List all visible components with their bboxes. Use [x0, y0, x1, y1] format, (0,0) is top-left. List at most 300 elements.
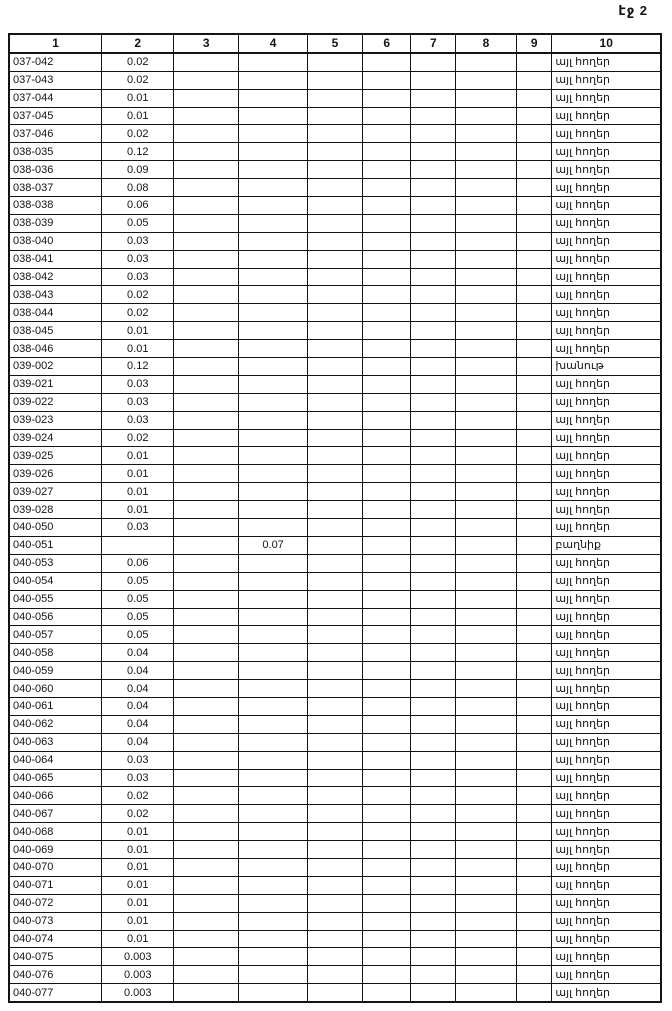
- table-header: [9, 34, 661, 53]
- cell-col-2: 0.003: [102, 966, 174, 984]
- cell-col-6: [362, 644, 411, 662]
- cell-col-5: [308, 751, 363, 769]
- cell-col-6: [362, 411, 411, 429]
- cell-col-3: [174, 304, 239, 322]
- cell-col-3: [174, 876, 239, 894]
- cell-col-9: [516, 429, 551, 447]
- cell-col-3: [174, 89, 239, 107]
- cell-col-5: [308, 250, 363, 268]
- table-row: [9, 751, 661, 769]
- cell-col-5: [308, 89, 363, 107]
- cell-col-10: այլ հողեր: [552, 447, 661, 465]
- cell-col-10: այլ հողեր: [552, 304, 661, 322]
- cell-col-4: [239, 250, 308, 268]
- cell-col-8: [456, 304, 517, 322]
- table-row: [9, 894, 661, 912]
- cell-col-1: 038-038: [9, 197, 102, 215]
- cell-col-4: [239, 375, 308, 393]
- cell-col-7: [411, 626, 456, 644]
- cell-col-1: 040-062: [9, 715, 102, 733]
- cell-col-8: [456, 858, 517, 876]
- cell-col-4: [239, 483, 308, 501]
- cell-col-8: [456, 89, 517, 107]
- cell-col-5: [308, 590, 363, 608]
- table-row: [9, 554, 661, 572]
- cell-col-4: [239, 143, 308, 161]
- cell-col-9: [516, 322, 551, 340]
- cell-col-5: [308, 823, 363, 841]
- cell-col-2: 0.003: [102, 948, 174, 966]
- cell-col-6: [362, 572, 411, 590]
- cell-col-6: [362, 733, 411, 751]
- cell-col-4: [239, 125, 308, 143]
- cell-col-3: [174, 554, 239, 572]
- cell-col-5: [308, 197, 363, 215]
- cell-col-3: [174, 375, 239, 393]
- cell-col-5: [308, 465, 363, 483]
- cell-col-8: [456, 214, 517, 232]
- table-row: [9, 680, 661, 698]
- column-header-2: 2: [102, 34, 174, 53]
- cell-col-8: [456, 841, 517, 859]
- cell-col-6: [362, 268, 411, 286]
- cell-col-9: [516, 823, 551, 841]
- cell-col-5: [308, 143, 363, 161]
- cell-col-2: 0.02: [102, 429, 174, 447]
- cell-col-7: [411, 984, 456, 1002]
- column-header-6: 6: [362, 34, 411, 53]
- cell-col-4: [239, 53, 308, 71]
- cell-col-3: [174, 608, 239, 626]
- cell-col-3: [174, 197, 239, 215]
- cell-col-2: 0.09: [102, 161, 174, 179]
- cell-col-1: 038-043: [9, 286, 102, 304]
- cell-col-9: [516, 966, 551, 984]
- cell-col-8: [456, 644, 517, 662]
- cell-col-2: 0.01: [102, 322, 174, 340]
- cell-col-8: [456, 590, 517, 608]
- cell-col-9: [516, 89, 551, 107]
- cell-col-10: այլ հողեր: [552, 984, 661, 1002]
- cell-col-10: այլ հողեր: [552, 751, 661, 769]
- cell-col-8: [456, 536, 517, 554]
- cell-col-8: [456, 554, 517, 572]
- table-row: [9, 411, 661, 429]
- cell-col-6: [362, 841, 411, 859]
- cell-col-4: [239, 751, 308, 769]
- cell-col-9: [516, 912, 551, 930]
- cell-col-4: [239, 984, 308, 1002]
- cell-col-2: 0.12: [102, 143, 174, 161]
- cell-col-3: [174, 125, 239, 143]
- cell-col-7: [411, 519, 456, 537]
- cell-col-4: [239, 858, 308, 876]
- cell-col-7: [411, 322, 456, 340]
- cell-col-7: [411, 733, 456, 751]
- cell-col-7: [411, 912, 456, 930]
- cell-col-5: [308, 358, 363, 376]
- cell-col-7: [411, 805, 456, 823]
- table-row: [9, 429, 661, 447]
- cell-col-1: 040-050: [9, 519, 102, 537]
- cell-col-3: [174, 161, 239, 179]
- table-row: [9, 322, 661, 340]
- cell-col-5: [308, 536, 363, 554]
- cell-col-10: այլ հողեր: [552, 53, 661, 71]
- table-row: [9, 358, 661, 376]
- cell-col-5: [308, 662, 363, 680]
- column-header-5: 5: [308, 34, 363, 53]
- table-row: [9, 805, 661, 823]
- cell-col-7: [411, 948, 456, 966]
- cell-col-6: [362, 375, 411, 393]
- cell-col-3: [174, 53, 239, 71]
- cell-col-1: 040-053: [9, 554, 102, 572]
- cell-col-1: 040-060: [9, 680, 102, 698]
- cell-col-10: այլ հողեր: [552, 411, 661, 429]
- cell-col-7: [411, 769, 456, 787]
- cell-col-10: այլ հողեր: [552, 662, 661, 680]
- table-row: [9, 948, 661, 966]
- cell-col-8: [456, 519, 517, 537]
- cell-col-10: այլ հողեր: [552, 590, 661, 608]
- cell-col-1: 040-054: [9, 572, 102, 590]
- cell-col-5: [308, 411, 363, 429]
- column-header-7: 7: [411, 34, 456, 53]
- cell-col-2: [102, 536, 174, 554]
- column-header-10: 10: [552, 34, 661, 53]
- cell-col-2: 0.03: [102, 393, 174, 411]
- cell-col-3: [174, 268, 239, 286]
- table-row: [9, 214, 661, 232]
- cell-col-8: [456, 805, 517, 823]
- cell-col-2: 0.04: [102, 733, 174, 751]
- cell-col-5: [308, 340, 363, 358]
- cell-col-4: [239, 411, 308, 429]
- cell-col-6: [362, 161, 411, 179]
- cell-col-6: [362, 769, 411, 787]
- cell-col-1: 040-070: [9, 858, 102, 876]
- cell-col-6: [362, 894, 411, 912]
- cell-col-4: [239, 519, 308, 537]
- cell-col-4: [239, 876, 308, 894]
- cell-col-7: [411, 858, 456, 876]
- cell-col-9: [516, 841, 551, 859]
- cell-col-5: [308, 125, 363, 143]
- cell-col-9: [516, 143, 551, 161]
- cell-col-1: 040-075: [9, 948, 102, 966]
- cell-col-9: [516, 554, 551, 572]
- cell-col-7: [411, 536, 456, 554]
- cell-col-2: 0.01: [102, 876, 174, 894]
- cell-col-6: [362, 680, 411, 698]
- table-row: [9, 662, 661, 680]
- cell-col-5: [308, 876, 363, 894]
- cell-col-8: [456, 53, 517, 71]
- cell-col-1: 040-051: [9, 536, 102, 554]
- cell-col-9: [516, 447, 551, 465]
- cell-col-4: [239, 912, 308, 930]
- cell-col-5: [308, 447, 363, 465]
- cell-col-1: 040-066: [9, 787, 102, 805]
- table-row: [9, 161, 661, 179]
- cell-col-1: 040-058: [9, 644, 102, 662]
- cell-col-10: այլ հողեր: [552, 680, 661, 698]
- cell-col-10: այլ հողեր: [552, 912, 661, 930]
- cell-col-8: [456, 680, 517, 698]
- cell-col-9: [516, 197, 551, 215]
- cell-col-9: [516, 715, 551, 733]
- cell-col-4: [239, 626, 308, 644]
- cell-col-8: [456, 733, 517, 751]
- cell-col-4: [239, 554, 308, 572]
- cell-col-3: [174, 465, 239, 483]
- cell-col-1: 038-035: [9, 143, 102, 161]
- table-row: [9, 912, 661, 930]
- cell-col-7: [411, 358, 456, 376]
- cell-col-8: [456, 626, 517, 644]
- cell-col-4: [239, 715, 308, 733]
- cell-col-8: [456, 71, 517, 89]
- cell-col-1: 039-026: [9, 465, 102, 483]
- cell-col-10: այլ հողեր: [552, 483, 661, 501]
- cell-col-8: [456, 179, 517, 197]
- cell-col-10: այլ հողեր: [552, 214, 661, 232]
- cell-col-6: [362, 286, 411, 304]
- cell-col-7: [411, 841, 456, 859]
- cell-col-7: [411, 483, 456, 501]
- cell-col-5: [308, 966, 363, 984]
- table-row: [9, 858, 661, 876]
- cell-col-6: [362, 966, 411, 984]
- cell-col-2: 0.02: [102, 53, 174, 71]
- cell-col-1: 037-046: [9, 125, 102, 143]
- cell-col-3: [174, 429, 239, 447]
- cell-col-3: [174, 715, 239, 733]
- cell-col-5: [308, 107, 363, 125]
- cell-col-8: [456, 912, 517, 930]
- table-row: [9, 250, 661, 268]
- table-row: [9, 143, 661, 161]
- cell-col-9: [516, 107, 551, 125]
- cell-col-10: այլ հողեր: [552, 894, 661, 912]
- cell-col-3: [174, 393, 239, 411]
- cell-col-4: [239, 89, 308, 107]
- cell-col-1: 040-071: [9, 876, 102, 894]
- cell-col-10: այլ հողեր: [552, 393, 661, 411]
- cell-col-6: [362, 948, 411, 966]
- cell-col-5: [308, 214, 363, 232]
- cell-col-6: [362, 662, 411, 680]
- cell-col-6: [362, 751, 411, 769]
- cell-col-1: 038-036: [9, 161, 102, 179]
- cell-col-5: [308, 769, 363, 787]
- cell-col-7: [411, 232, 456, 250]
- table-row: [9, 71, 661, 89]
- cell-col-2: 0.01: [102, 912, 174, 930]
- cell-col-10: այլ հողեր: [552, 644, 661, 662]
- cell-col-9: [516, 858, 551, 876]
- cell-col-8: [456, 608, 517, 626]
- cell-col-4: [239, 340, 308, 358]
- cell-col-9: [516, 805, 551, 823]
- cell-col-9: [516, 572, 551, 590]
- cell-col-10: այլ հողեր: [552, 107, 661, 125]
- cell-col-3: [174, 823, 239, 841]
- cell-col-7: [411, 662, 456, 680]
- table-row: [9, 930, 661, 948]
- cell-col-2: 0.01: [102, 340, 174, 358]
- cell-col-10: խանութ: [552, 358, 661, 376]
- cell-col-3: [174, 984, 239, 1002]
- cell-col-1: 040-077: [9, 984, 102, 1002]
- cell-col-1: 038-037: [9, 179, 102, 197]
- cell-col-9: [516, 626, 551, 644]
- cell-col-2: 0.03: [102, 250, 174, 268]
- cell-col-2: 0.04: [102, 697, 174, 715]
- cell-col-6: [362, 536, 411, 554]
- cell-col-9: [516, 71, 551, 89]
- cell-col-9: [516, 733, 551, 751]
- cell-col-8: [456, 501, 517, 519]
- cell-col-3: [174, 697, 239, 715]
- cell-col-2: 0.02: [102, 286, 174, 304]
- cell-col-6: [362, 232, 411, 250]
- cell-col-8: [456, 125, 517, 143]
- cell-col-5: [308, 53, 363, 71]
- cell-col-9: [516, 483, 551, 501]
- cell-col-9: [516, 644, 551, 662]
- cell-col-1: 039-028: [9, 501, 102, 519]
- cell-col-2: 0.03: [102, 375, 174, 393]
- cell-col-9: [516, 304, 551, 322]
- cell-col-1: 040-063: [9, 733, 102, 751]
- header-row: [9, 34, 661, 53]
- cell-col-5: [308, 912, 363, 930]
- cell-col-9: [516, 876, 551, 894]
- cell-col-1: 039-025: [9, 447, 102, 465]
- column-header-1: 1: [9, 34, 102, 53]
- table-row: [9, 465, 661, 483]
- cell-col-7: [411, 447, 456, 465]
- cell-col-5: [308, 232, 363, 250]
- cell-col-4: [239, 447, 308, 465]
- cell-col-6: [362, 626, 411, 644]
- cell-col-4: [239, 787, 308, 805]
- cell-col-3: [174, 232, 239, 250]
- cell-col-10: այլ հողեր: [552, 876, 661, 894]
- cell-col-1: 040-073: [9, 912, 102, 930]
- cell-col-4: [239, 393, 308, 411]
- cell-col-7: [411, 554, 456, 572]
- cell-col-8: [456, 232, 517, 250]
- cell-col-8: [456, 161, 517, 179]
- cell-col-9: [516, 662, 551, 680]
- cell-col-9: [516, 680, 551, 698]
- table-row: [9, 697, 661, 715]
- table-row: [9, 608, 661, 626]
- cell-col-6: [362, 483, 411, 501]
- cell-col-8: [456, 751, 517, 769]
- cell-col-3: [174, 501, 239, 519]
- cell-col-4: [239, 644, 308, 662]
- cell-col-10: այլ հողեր: [552, 429, 661, 447]
- cell-col-10: այլ հողեր: [552, 858, 661, 876]
- cell-col-8: [456, 286, 517, 304]
- cell-col-9: [516, 608, 551, 626]
- cell-col-9: [516, 501, 551, 519]
- cell-col-5: [308, 894, 363, 912]
- cell-col-10: այլ հողեր: [552, 948, 661, 966]
- table-row: [9, 268, 661, 286]
- cell-col-5: [308, 304, 363, 322]
- table-body: [9, 53, 661, 1002]
- cell-col-2: 0.03: [102, 751, 174, 769]
- table-row: [9, 769, 661, 787]
- cell-col-8: [456, 483, 517, 501]
- cell-col-8: [456, 948, 517, 966]
- cell-col-3: [174, 572, 239, 590]
- cell-col-3: [174, 519, 239, 537]
- table-row: [9, 304, 661, 322]
- cell-col-9: [516, 53, 551, 71]
- table-row: [9, 644, 661, 662]
- cell-col-6: [362, 429, 411, 447]
- cell-col-6: [362, 71, 411, 89]
- cell-col-5: [308, 697, 363, 715]
- cell-col-5: [308, 984, 363, 1002]
- cell-col-1: 040-076: [9, 966, 102, 984]
- cell-col-8: [456, 447, 517, 465]
- table-row: [9, 519, 661, 537]
- cell-col-2: 0.01: [102, 501, 174, 519]
- cell-col-3: [174, 751, 239, 769]
- table-row: [9, 393, 661, 411]
- cell-col-3: [174, 411, 239, 429]
- cell-col-5: [308, 858, 363, 876]
- cell-col-7: [411, 465, 456, 483]
- cell-col-2: 0.01: [102, 107, 174, 125]
- cell-col-7: [411, 393, 456, 411]
- cell-col-2: 0.01: [102, 447, 174, 465]
- cell-col-3: [174, 787, 239, 805]
- cell-col-10: այլ հողեր: [552, 769, 661, 787]
- cell-col-2: 0.05: [102, 590, 174, 608]
- cell-col-3: [174, 590, 239, 608]
- cell-col-6: [362, 214, 411, 232]
- cell-col-3: [174, 107, 239, 125]
- cell-col-3: [174, 250, 239, 268]
- cell-col-2: 0.04: [102, 680, 174, 698]
- cell-col-5: [308, 429, 363, 447]
- cell-col-10: այլ հողեր: [552, 841, 661, 859]
- cell-col-4: [239, 358, 308, 376]
- cell-col-7: [411, 71, 456, 89]
- cell-col-3: [174, 71, 239, 89]
- cell-col-8: [456, 572, 517, 590]
- cell-col-2: 0.06: [102, 197, 174, 215]
- table-row: [9, 841, 661, 859]
- cell-col-6: [362, 250, 411, 268]
- cell-col-5: [308, 733, 363, 751]
- cell-col-9: [516, 769, 551, 787]
- cell-col-3: [174, 805, 239, 823]
- cell-col-6: [362, 340, 411, 358]
- cell-col-3: [174, 680, 239, 698]
- cell-col-6: [362, 501, 411, 519]
- cell-col-5: [308, 161, 363, 179]
- cell-col-3: [174, 948, 239, 966]
